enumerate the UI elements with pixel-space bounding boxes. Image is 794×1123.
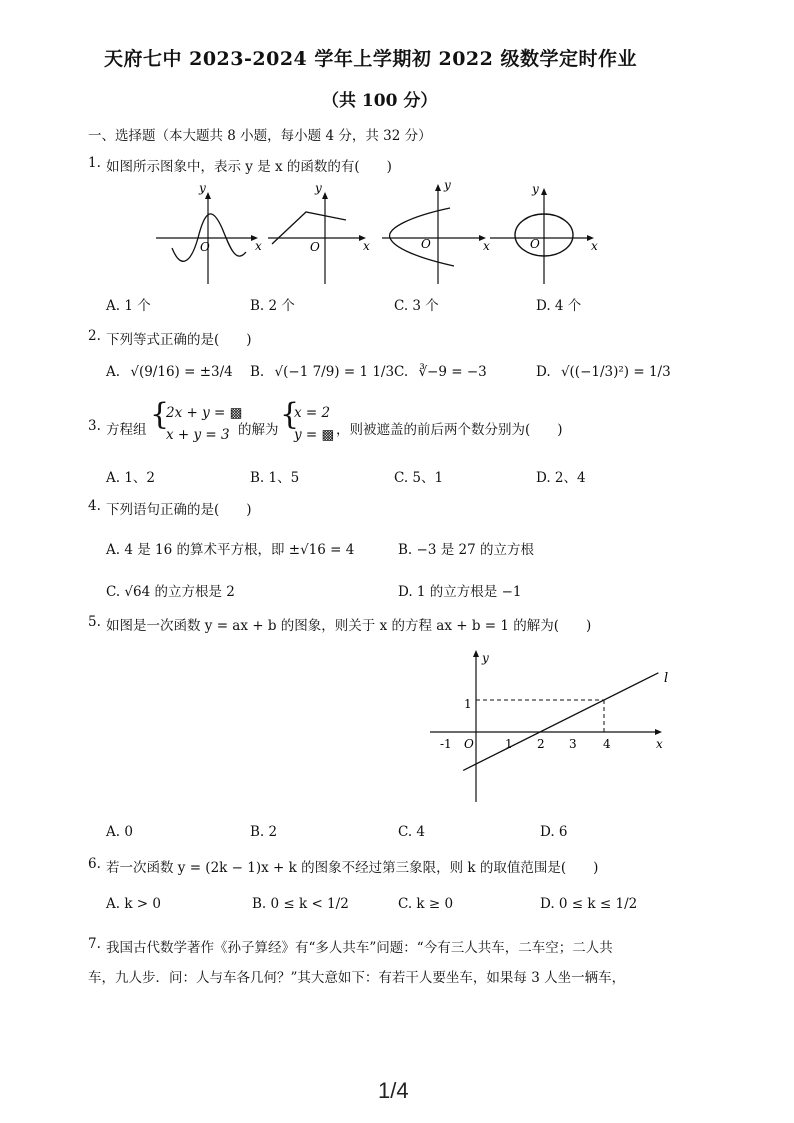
page-title: 天府七中 2023-2024 学年上学期初 2022 级数学定时作业 [104, 48, 637, 70]
question-3-number: 3. [88, 418, 101, 434]
question-2-stem: 下列等式正确的是( ) [106, 332, 252, 348]
q2-option-d-letter: D. [536, 364, 551, 380]
q1-option-c: C. 3 个 [394, 298, 439, 314]
question-2-number: 2. [88, 328, 101, 344]
q6-option-c: C. k ≥ 0 [398, 896, 454, 912]
q1-option-d: D. 4 个 [536, 298, 582, 314]
q3-system1-line1: 2x + y = ▩ [166, 405, 243, 421]
q5-x-label: x [656, 737, 663, 751]
q2-option-b-letter: B. [250, 364, 265, 380]
page-subtitle: （共 100 分） [322, 91, 438, 111]
q2-option-a-letter: A. [106, 364, 121, 380]
q2-option-b-expr: √(−1 7/9) = 1 1/3 [274, 364, 395, 380]
q1-g1-y-label: y [199, 181, 206, 195]
q5-x-tick-1: 1 [505, 737, 513, 751]
q1-g3-origin: O [421, 237, 431, 251]
q3-system2-brace: { [280, 397, 300, 432]
q2-option-c-letter: C. [394, 364, 409, 380]
question-4-number: 4. [88, 498, 101, 514]
question-3-suffix: ，则被遮盖的前后两个数分别为( ) [336, 422, 563, 438]
q6-option-a: A. k > 0 [106, 896, 161, 912]
question-7-line2: 车，九人步．问：人与车各几何？”其大意如下：有若干人要坐车，如果每 3 人坐一辆车， [88, 970, 626, 986]
q3-system1-line2: x + y = 3 [166, 427, 230, 443]
q1-g4-y-label: y [532, 182, 539, 196]
q3-option-d: D. 2、4 [536, 470, 586, 486]
q3-system1-brace: { [150, 397, 170, 432]
q3-option-b: B. 1、5 [250, 470, 300, 486]
q6-option-b: B. 0 ≤ k < 1/2 [252, 896, 349, 912]
q4-option-c: C. √64 的立方根是 2 [106, 584, 235, 600]
q1-g1-origin: O [200, 240, 210, 254]
q1-option-b: B. 2 个 [250, 298, 295, 314]
page-number: 1/4 [378, 1078, 409, 1103]
question-5-number: 5. [88, 614, 101, 630]
q5-y-label: y [482, 651, 489, 665]
q2-option-d [536, 364, 671, 380]
q5-line-label: l [664, 671, 669, 686]
q1-graph-2 [268, 181, 370, 284]
question-1-stem: 如图所示图象中，表示 y 是 x 的函数的有( ) [106, 159, 392, 175]
q1-g3-y-label: y [444, 178, 451, 192]
question-1-number: 1. [88, 155, 101, 171]
q6-option-d: D. 0 ≤ k ≤ 1/2 [540, 896, 638, 912]
q5-x-tick-3: 3 [569, 737, 577, 751]
q5-option-d: D. 6 [540, 824, 568, 840]
q1-g2-x-label: x [363, 239, 370, 253]
q2-option-a [106, 364, 233, 380]
question-5-stem: 如图是一次函数 y = ax + b 的图象，则关于 x 的方程 ax + b = 1 的解为( ) [106, 618, 592, 634]
q1-graph-4 [490, 182, 598, 284]
q5-option-c: C. 4 [398, 824, 426, 840]
q2-option-d-expr: √((−1/3)²) = 1/3 [560, 364, 671, 380]
q5-x-tick-4: 4 [603, 737, 611, 751]
q5-x-tick-2: 2 [537, 737, 545, 751]
q1-option-a: A. 1 个 [106, 298, 151, 314]
q5-x-arrow [655, 729, 662, 735]
q3-system2-line1: x = 2 [294, 405, 331, 421]
q5-y-arrow [473, 650, 479, 657]
q1-g1-x-label: x [255, 239, 262, 253]
q1-g2-y-label: y [315, 181, 322, 195]
question-1-graphs [150, 178, 610, 290]
q1-graph-1 [156, 181, 262, 284]
q2-option-c-expr: ∛−9 = −3 [418, 364, 487, 380]
q5-line-l [463, 673, 658, 771]
question-3-prefix: 方程组 [106, 422, 147, 438]
q5-option-b: B. 2 [250, 824, 278, 840]
q5-y-tick-1: 1 [464, 697, 472, 711]
q3-system2-line2: y = ▩ [294, 427, 335, 443]
question-6-stem: 若一次函数 y = (2k − 1)x + k 的图象不经过第三象限，则 k 的取值范围是( ) [106, 860, 599, 876]
q1-g4-x-label: x [591, 239, 598, 253]
question-3-mid: 的解为 [238, 422, 279, 438]
q4-option-b: B. −3 是 27 的立方根 [398, 542, 534, 558]
question-7-line1: 我国古代数学著作《孙子算经》有“多人共车”问题：“今有三人共车，二车空；二人共 [106, 940, 613, 956]
q2-option-a-expr: √(9/16) = ±3/4 [130, 364, 233, 380]
section-heading: 一、选择题（本大题共 8 小题，每小题 4 分，共 32 分） [88, 128, 432, 144]
question-7-number: 7. [88, 936, 101, 952]
q5-x-tick-neg1: -1 [440, 737, 452, 751]
q3-option-a: A. 1、2 [106, 470, 156, 486]
question-4-stem: 下列语句正确的是( ) [106, 502, 252, 518]
q4-option-d: D. 1 的立方根是 −1 [398, 584, 522, 600]
q2-option-c [394, 364, 487, 380]
question-6-number: 6. [88, 856, 101, 872]
question-5-graph [420, 644, 680, 806]
q2-option-b [250, 364, 394, 380]
q1-g4-origin: O [530, 237, 540, 251]
q1-g2-origin: O [310, 240, 320, 254]
q4-option-a: A. 4 是 16 的算术平方根，即 ±√16 = 4 [106, 542, 355, 558]
q3-option-c: C. 5、1 [394, 470, 444, 486]
q5-origin: O [464, 737, 474, 751]
q5-option-a: A. 0 [106, 824, 133, 840]
q1-graph-3 [382, 178, 490, 284]
q1-g3-x-label: x [483, 239, 490, 253]
